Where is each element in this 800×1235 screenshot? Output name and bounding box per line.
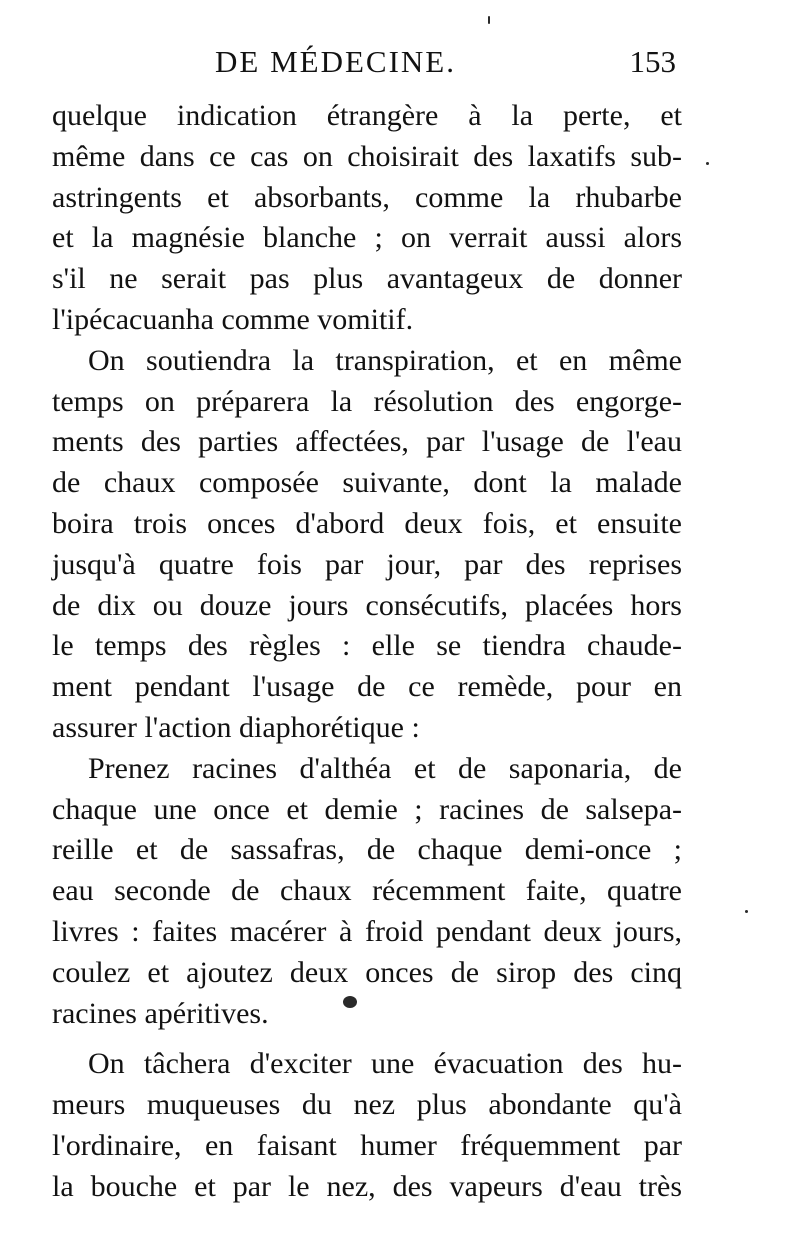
text-line: quelque indication étrangère à la perte, et xyxy=(52,99,682,132)
text-line: le temps des règles : elle se tiendra chaude- xyxy=(52,629,682,663)
paragraph xyxy=(52,96,682,341)
text-line: s'il ne serait pas plus avantageux de donner xyxy=(52,262,682,296)
text-line: Prenez racines d'althéa et de saponaria, de xyxy=(88,751,682,785)
running-head: DE MÉDECINE. xyxy=(215,44,456,79)
text-line: assurer l'action diaphorétique : xyxy=(52,710,420,744)
text-line: boira trois onces d'abord deux fois, et ensuite xyxy=(52,506,682,540)
ink-speck xyxy=(706,162,709,165)
text-line: temps on préparera la résolution des engorge- xyxy=(52,384,682,418)
text-line: On tâchera d'exciter une évacuation des hu- xyxy=(88,1047,682,1081)
page-number: 153 xyxy=(629,44,676,79)
text-line: racines apéritives. xyxy=(52,996,269,1030)
text-line: coulez et ajoutez deux onces de sirop des cinq xyxy=(52,955,682,989)
ink-speck xyxy=(343,996,357,1008)
ink-speck xyxy=(745,910,748,913)
paragraph-gap xyxy=(52,1034,682,1044)
page-header xyxy=(52,44,680,88)
text-line: ment pendant l'usage de ce remède, pour en xyxy=(52,670,682,704)
paragraph xyxy=(52,749,682,1035)
text-line: même dans ce cas on choisirait des laxatifs sub- xyxy=(52,139,682,173)
text-line: jusqu'à quatre fois par jour, par des reprises xyxy=(52,547,682,581)
text-line: reille et de sassafras, de chaque demi-once ; xyxy=(52,833,682,867)
text-line: livres : faites macérer à froid pendant deux jours, xyxy=(52,914,682,948)
paragraph xyxy=(52,341,682,749)
text-line: de chaux composée suivante, dont la malade xyxy=(52,466,682,500)
text-line: eau seconde de chaux récemment faite, quatre xyxy=(52,874,682,908)
ink-speck xyxy=(488,16,490,24)
text-line: meurs muqueuses du nez plus abondante qu'à xyxy=(52,1088,682,1122)
text-line: ments des parties affectées, par l'usage de l'eau xyxy=(52,425,682,459)
text-line: de dix ou douze jours consécutifs, placées hors xyxy=(52,588,682,622)
text-line: On soutiendra la transpiration, et en même xyxy=(88,343,682,377)
text-line: et la magnésie blanche ; on verrait aussi alors xyxy=(52,221,682,255)
text-line: astringents et absorbants, comme la rhubarbe xyxy=(52,180,682,214)
text-line: l'ipécacuanha comme vomitif. xyxy=(52,302,414,336)
text-line: chaque une once et demie ; racines de salsepa- xyxy=(52,792,682,826)
body-text xyxy=(52,96,682,1208)
text-line: la bouche et par le nez, des vapeurs d'eau très xyxy=(52,1169,682,1203)
text-line: l'ordinaire, en faisant humer fréquemment par xyxy=(52,1128,682,1162)
paragraph xyxy=(52,1044,682,1207)
